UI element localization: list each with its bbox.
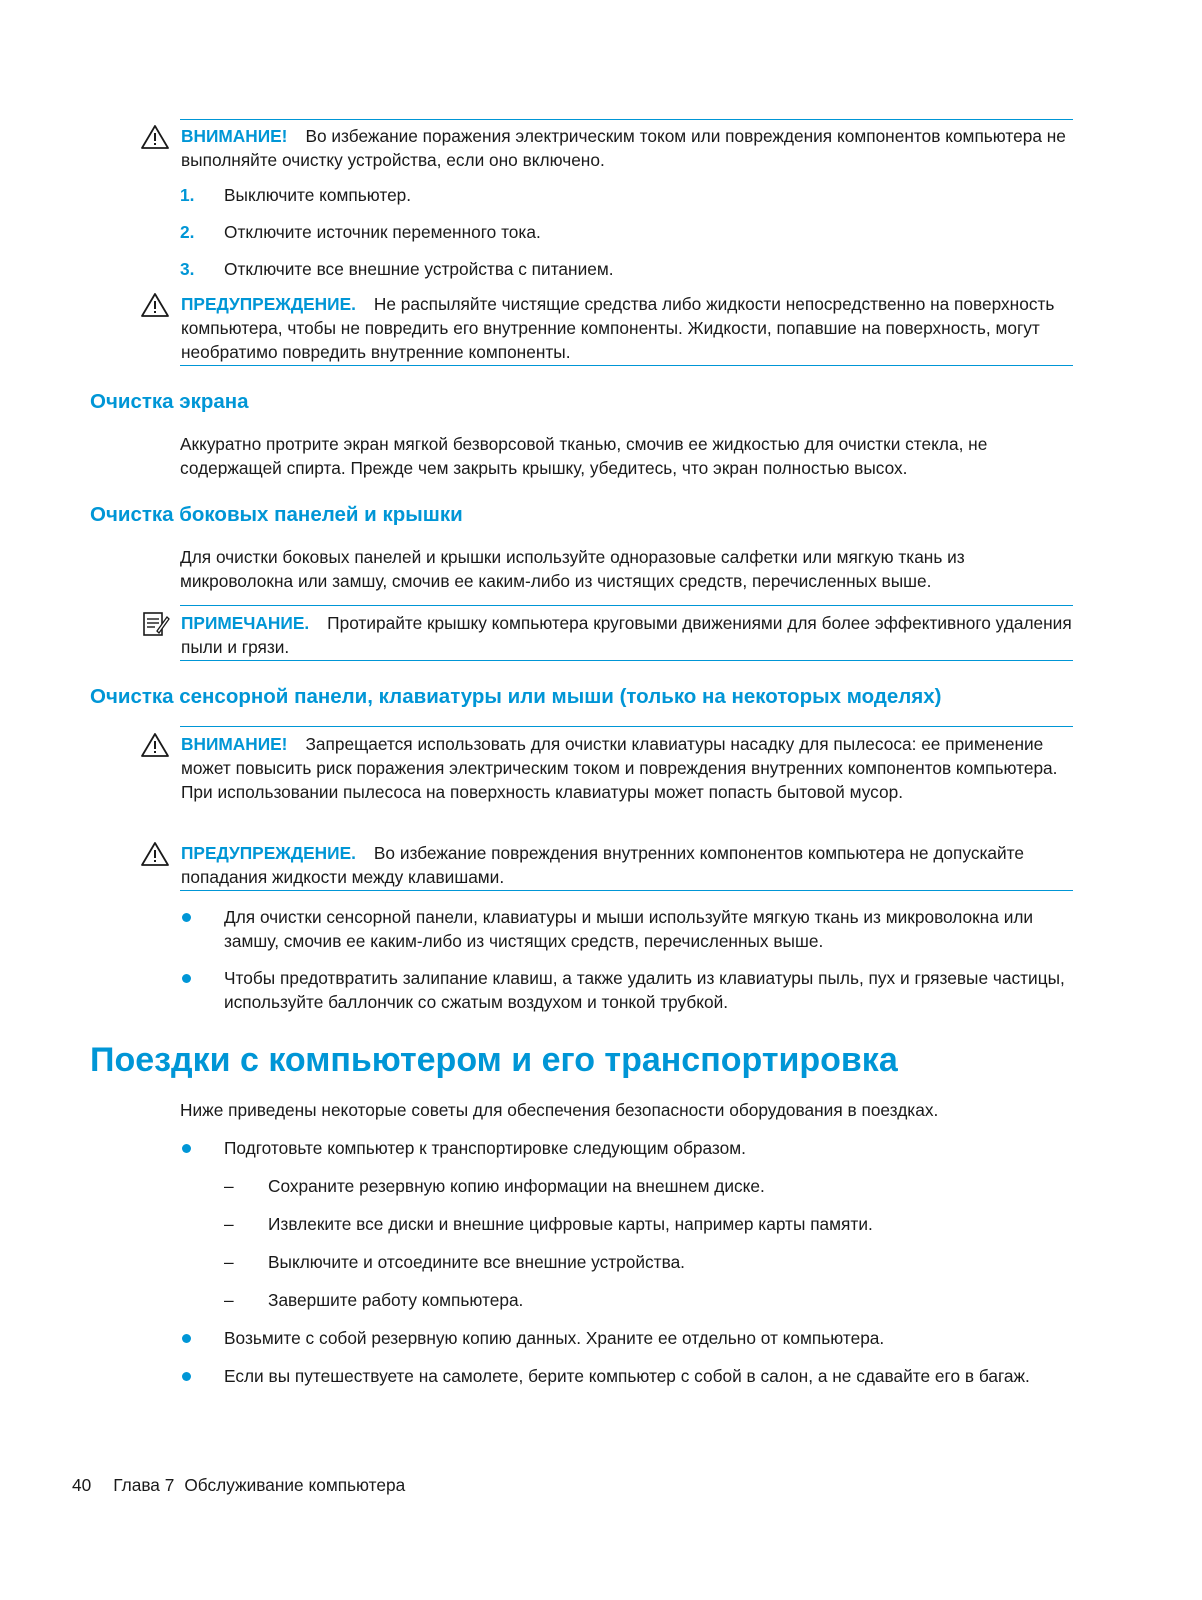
travel-list bbox=[180, 1136, 1073, 1388]
sub-list-item-text: Завершите работу компьютера. bbox=[268, 1290, 524, 1310]
notice-keyword: ВНИМАНИЕ! bbox=[181, 126, 288, 146]
notice-rule-bottom bbox=[180, 890, 1073, 891]
sub-list-item bbox=[180, 1288, 1073, 1326]
step-item bbox=[180, 220, 1060, 257]
section-body-screen: Аккуратно протрите экран мягкой безворсовой тканью, смочив ее жидкостью для очистки стекла, не содержащей спирта. Прежде чем закрыть крышку, убедитесь, что экран полностью высох. bbox=[180, 434, 988, 478]
step-text: Отключите все внешние устройства с питанием. bbox=[224, 259, 614, 279]
sub-list-item-text: Извлеките все диски и внешние цифровые карты, например карты памяти. bbox=[268, 1214, 873, 1234]
dash-mark: – bbox=[224, 1290, 234, 1310]
section-body-sides: Для очистки боковых панелей и крышки используйте одноразовые салфетки или мягкую ткань из микроволокна или замшу, смочив ее каким-либо из чистящих средств, перечисленных выше. bbox=[180, 547, 965, 591]
notice-rule-bottom bbox=[180, 365, 1073, 366]
list-item bbox=[180, 1136, 1073, 1174]
sub-list-item-text: Сохраните резервную копию информации на внешнем диске. bbox=[268, 1176, 765, 1196]
bullet-dot-icon bbox=[182, 1372, 191, 1381]
note-notice bbox=[140, 611, 1080, 659]
warning-triangle-icon bbox=[140, 292, 170, 318]
notice-text: Протирайте крышку компьютера круговыми движениями для более эффективного удаления пыли и грязи. bbox=[181, 613, 1072, 657]
step-text: Выключите компьютер. bbox=[224, 185, 412, 205]
list-item-text: Для очистки сенсорной панели, клавиатуры и мыши используйте мягкую ткань из микроволокна или замшу, смочив ее каким-либо из чистящих средств, перечисленных выше. bbox=[224, 907, 1034, 951]
step-number: 2. bbox=[180, 222, 195, 242]
section-heading-screen: Очистка экрана bbox=[90, 390, 249, 413]
bullet-dot-icon bbox=[182, 1144, 191, 1153]
step-item bbox=[180, 257, 1060, 294]
step-number: 3. bbox=[180, 259, 195, 279]
dash-mark: – bbox=[224, 1176, 234, 1196]
list-item-text: Если вы путешествуете на самолете, берите компьютер с собой в салон, а не сдавайте его в багаж. bbox=[224, 1366, 1030, 1386]
bullet-dot-icon bbox=[182, 1334, 191, 1343]
sub-list-item bbox=[180, 1174, 1073, 1212]
warning-notice bbox=[140, 841, 1080, 889]
list-item bbox=[180, 1326, 1073, 1364]
list-item-text: Чтобы предотвратить залипание клавиш, а также удалить из клавиатуры пыль, пух и грязевые частицы, используйте баллончик со сжатым воздухом и тонкой трубкой. bbox=[224, 968, 1065, 1012]
section-heading-sides: Очистка боковых панелей и крышки bbox=[90, 503, 463, 526]
list-item bbox=[180, 966, 1073, 1014]
step-number: 1. bbox=[180, 185, 195, 205]
page-number: 40 bbox=[72, 1475, 92, 1495]
list-item-text: Подготовьте компьютер к транспортировке следующим образом. bbox=[224, 1138, 746, 1158]
notice-keyword: ПРИМЕЧАНИЕ. bbox=[181, 613, 310, 633]
sub-list-item bbox=[180, 1212, 1073, 1250]
warning-triangle-icon bbox=[140, 124, 170, 150]
section-heading-touchpad: Очистка сенсорной панели, клавиатуры или мыши (только на некоторых моделях) bbox=[90, 685, 942, 708]
dash-mark: – bbox=[224, 1252, 234, 1272]
bullet-dot-icon bbox=[182, 913, 191, 922]
travel-intro: Ниже приведены некоторые советы для обеспечения безопасности оборудования в поездках. bbox=[180, 1100, 939, 1120]
footer-chapter: Глава 7 bbox=[113, 1475, 175, 1495]
notice-keyword: ВНИМАНИЕ! bbox=[181, 734, 288, 754]
page-footer bbox=[72, 1473, 405, 1497]
notice-text: Запрещается использовать для очистки клавиатуры насадку для пылесоса: ее применение может повысить риск поражения электрическим током и повреждения внутренних компонентов компьютера. При использовании пылесоса на поверхность клавиатуры может попасть бытовой мусор. bbox=[181, 734, 1058, 802]
warning-triangle-icon bbox=[140, 841, 170, 867]
note-pad-icon bbox=[140, 611, 170, 637]
notice-keyword: ПРЕДУПРЕЖДЕНИЕ. bbox=[181, 294, 356, 314]
caution-notice bbox=[140, 732, 1080, 804]
footer-chapter-title: Обслуживание компьютера bbox=[184, 1475, 406, 1495]
notice-rule-top bbox=[180, 726, 1073, 727]
notice-text: Во избежание поражения электрическим током или повреждения компонентов компьютера не выполняйте очистку устройства, если оно включено. bbox=[181, 126, 1066, 170]
sub-list-item bbox=[180, 1250, 1073, 1288]
caution-notice bbox=[140, 124, 1080, 172]
notice-rule-top bbox=[180, 605, 1073, 606]
list-item bbox=[180, 905, 1073, 953]
chapter-section-title: Поездки с компьютером и его транспортировка bbox=[90, 1041, 898, 1079]
warning-triangle-icon bbox=[140, 732, 170, 758]
notice-text: Не распыляйте чистящие средства либо жидкости непосредственно на поверхность компьютера, чтобы не повредить его внутренние компоненты. Жидкости, попавшие на поверхность, могут необратимо повредить внутренние компоненты. bbox=[181, 294, 1055, 362]
step-item bbox=[180, 183, 1060, 220]
warning-notice bbox=[140, 292, 1080, 364]
notice-keyword: ПРЕДУПРЕЖДЕНИЕ. bbox=[181, 843, 356, 863]
notice-rule-bottom bbox=[180, 660, 1073, 661]
steps-list bbox=[180, 183, 1060, 294]
step-text: Отключите источник переменного тока. bbox=[224, 222, 541, 242]
notice-rule-top bbox=[180, 119, 1073, 120]
dash-mark: – bbox=[224, 1214, 234, 1234]
notice-text: Во избежание повреждения внутренних компонентов компьютера не допускайте попадания жидкости между клавишами. bbox=[181, 843, 1025, 887]
bullet-dot-icon bbox=[182, 974, 191, 983]
sub-list-item-text: Выключите и отсоедините все внешние устройства. bbox=[268, 1252, 685, 1272]
list-item bbox=[180, 1364, 1073, 1388]
list-item-text: Возьмите с собой резервную копию данных. Храните ее отдельно от компьютера. bbox=[224, 1328, 885, 1348]
bullet-list bbox=[180, 905, 1073, 1014]
